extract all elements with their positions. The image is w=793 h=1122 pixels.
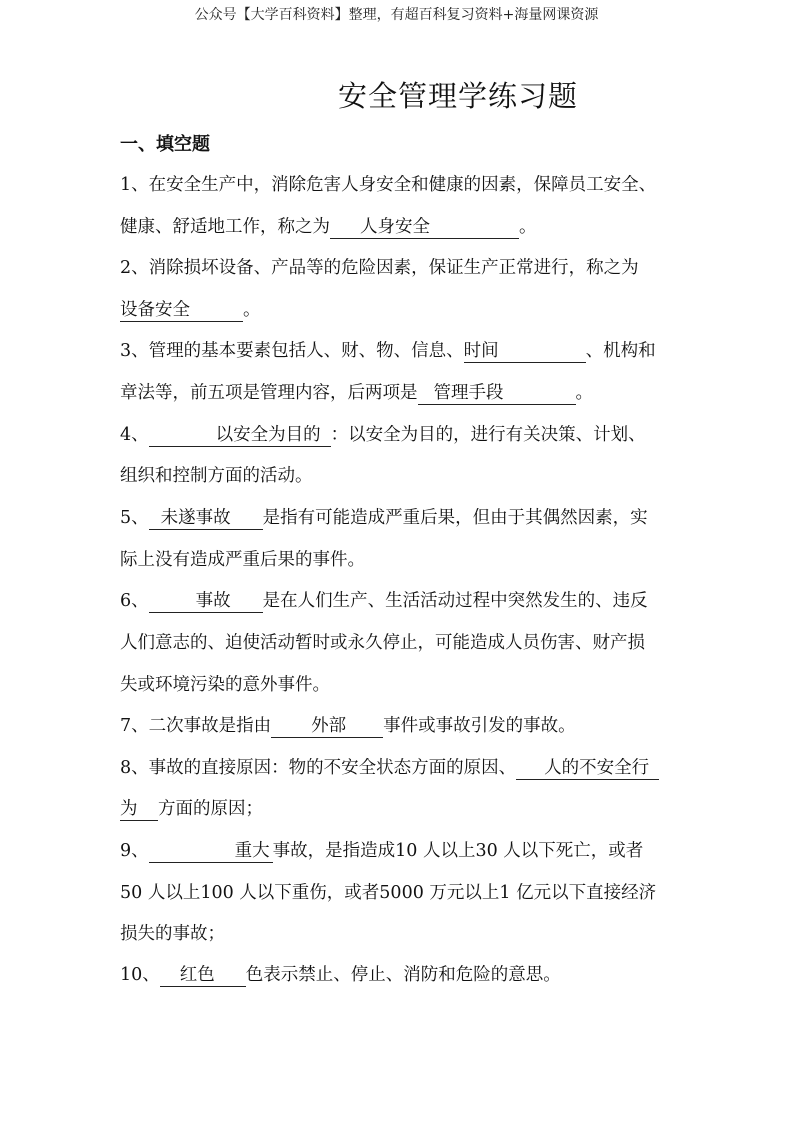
text: 。	[243, 300, 261, 320]
text: 6、	[120, 591, 149, 611]
text: 章法等，前五项是管理内容，后两项是	[120, 383, 418, 403]
answer-blank: 红色	[160, 964, 246, 987]
text: 3、管理的基本要素包括人、财、物、信息、	[120, 341, 464, 361]
text: 7、二次事故是指由	[120, 716, 272, 736]
question-9-line	[120, 881, 656, 905]
answer-blank: 时间	[464, 340, 586, 363]
text: 8、事故的直接原因：物的不安全状态方面的原因、	[120, 758, 517, 778]
question-4-line	[120, 464, 313, 488]
text: 失或环境污染的意外事件。	[120, 675, 330, 695]
question-6-line	[120, 673, 330, 697]
question-8-line	[120, 797, 263, 821]
question-4-line	[120, 423, 646, 447]
question-7-line	[120, 714, 576, 738]
text: 事件或事故引发的事故。	[383, 716, 576, 736]
question-6-line	[120, 589, 648, 613]
section-heading: 一、填空题	[120, 134, 210, 155]
text: 色表示禁止、停止、消防和危险的意思。	[245, 965, 561, 985]
question-2-line	[120, 256, 639, 280]
text: 人们意志的、迫使活动暂时或永久停止，可能造成人员伤害、财产损	[120, 633, 645, 653]
text: 健康、舒适地工作，称之为	[120, 217, 330, 237]
answer-blank: 未遂事故	[149, 507, 263, 530]
answer-blank: 重大	[149, 840, 273, 863]
question-3-line	[120, 381, 593, 405]
text: 。	[575, 383, 593, 403]
text: 是在人们生产、生活活动过程中突然发生的、违反	[262, 591, 648, 611]
text: 4、	[120, 425, 149, 445]
question-3-line	[120, 339, 656, 363]
question-10-line	[120, 963, 561, 987]
page-header: 公众号【大学百科资料】整理，有超百科复习资料+海量网课资源	[194, 7, 599, 23]
question-2-line	[120, 298, 261, 322]
answer-blank: 事故	[149, 590, 263, 613]
question-9-line	[120, 839, 643, 863]
text: 损失的事故；	[120, 924, 225, 944]
text: 2、消除损坏设备、产品等的危险因素，保证生产正常进行，称之为	[120, 258, 639, 278]
text: 9、	[120, 841, 149, 861]
question-1-line	[120, 215, 537, 239]
text: 1、在安全生产中，消除危害人身安全和健康的因素，保障员工安全、	[120, 175, 657, 195]
text: 组织和控制方面的活动。	[120, 466, 313, 486]
text: 50 人以上100 人以下重伤，或者5000 万元以上1 亿元以下直接经济	[120, 883, 657, 903]
text: 方面的原因；	[158, 799, 263, 819]
question-5-line	[120, 506, 648, 530]
answer-blank: 以安全为目的	[149, 424, 331, 447]
question-9-line	[120, 922, 225, 946]
text: ：以安全为目的，进行有关决策、计划、	[330, 425, 646, 445]
page-title: 安全管理学练习题	[338, 79, 579, 113]
answer-blank: 外部	[271, 715, 383, 738]
question-1-line	[120, 173, 656, 197]
answer-blank: 人身安全	[330, 216, 519, 239]
text: 10、	[120, 965, 160, 985]
answer-blank: 管理手段	[418, 382, 576, 405]
text: 5、	[120, 508, 149, 528]
question-5-line	[120, 548, 365, 572]
text: 是指有可能造成严重后果，但由于其偶然因素，实	[262, 508, 648, 528]
text: 。	[519, 217, 537, 237]
answer-blank: 设备安全	[120, 299, 243, 322]
question-6-line	[120, 631, 645, 655]
text: 事故，是指造成10 人以上30 人以下死亡，或者	[272, 841, 644, 861]
text: 、机构和	[585, 341, 656, 361]
answer-blank: 人的不安全行	[516, 757, 659, 780]
question-8-line	[120, 756, 659, 780]
text: 际上没有造成严重后果的事件。	[120, 550, 365, 570]
answer-blank: 为	[120, 798, 158, 821]
